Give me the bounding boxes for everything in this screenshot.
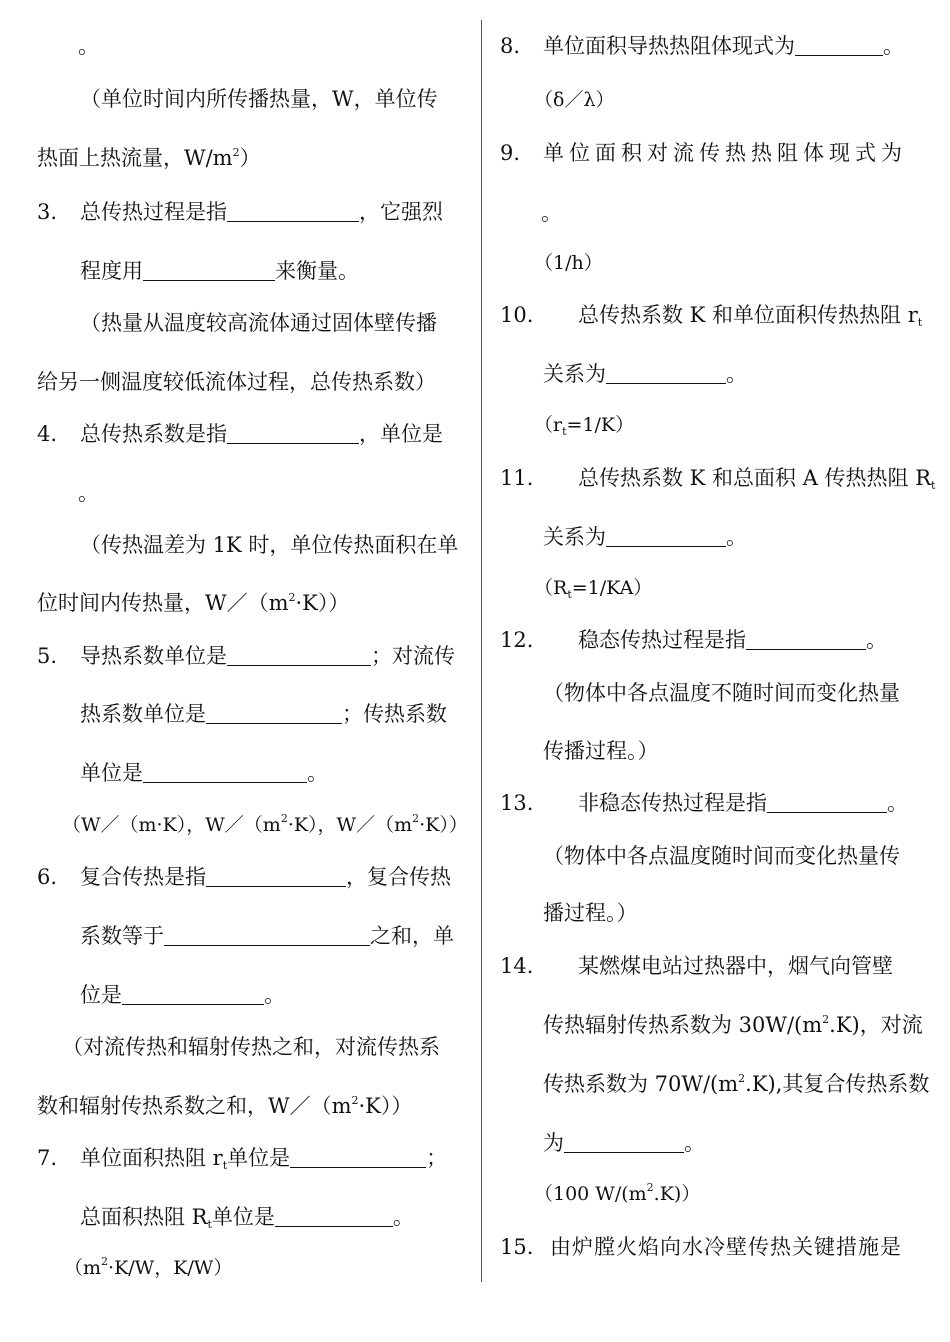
answer-6-line-2: 数和辐射传热系数之和，$W/(m^2\cdot K)$） — [37, 1094, 413, 1118]
question-number-5: 5. — [37, 644, 58, 668]
question-14-line-2: 传热辐射传热系数为 $30W/(m^2.K)$，对流 — [543, 1013, 923, 1037]
question-7-line-1: 单位面积热阻 $r_t$单位是 ； — [80, 1146, 448, 1172]
answer-4-line-1: （传热温差为 1K 时，单位传热面积在单 — [80, 533, 459, 557]
fill-blank[interactable] — [143, 760, 307, 783]
question-13-line-1: 非稳态传热过程是指 。 — [578, 791, 908, 815]
continuation-line: 。 — [78, 34, 99, 58]
question-9-line-1: 单位面积对流传热热阻体现式为 — [543, 141, 907, 165]
fill-blank[interactable] — [227, 421, 359, 444]
fill-blank[interactable] — [290, 1145, 426, 1168]
fill-blank[interactable] — [206, 864, 346, 887]
question-12-line-1: 稳态传热过程是指 。 — [578, 628, 887, 652]
question-number-14: 14. — [500, 954, 534, 978]
question-6-line-2: 系数等于 之和，单 — [80, 924, 454, 948]
answer-13-line-2: 播过程。） — [543, 901, 638, 925]
question-number-12: 12. — [500, 628, 534, 652]
answer-7: （$m^2\cdot K/W$，K/W） — [64, 1255, 233, 1279]
question-number-7: 7. — [37, 1146, 58, 1170]
question-3-line-1: 总传热过程是指 ，它强烈 — [80, 200, 443, 224]
answer-12-line-2: 传播过程。） — [543, 739, 659, 763]
fill-blank[interactable] — [746, 627, 866, 650]
question-number-8: 8. — [500, 34, 521, 58]
question-4-line-1: 总传热系数是指 ，单位是 — [80, 422, 443, 446]
question-number-15: 15. — [500, 1235, 534, 1259]
answer-3-line-2: 给另一侧温度较低流体过程，总传热系数） — [37, 370, 436, 394]
question-14-line-4: 为 。 — [543, 1131, 705, 1155]
fill-blank[interactable] — [227, 199, 359, 222]
question-11-line-2: 关系为 。 — [543, 525, 747, 549]
column-divider — [481, 20, 482, 1282]
question-number-4: 4. — [37, 422, 58, 446]
fill-blank[interactable] — [606, 524, 726, 547]
fill-blank[interactable] — [767, 790, 887, 813]
question-10-line-1: 总传热系数 K 和单位面积传热热阻 $r_t$ — [578, 303, 923, 329]
question-number-3: 3. — [37, 200, 58, 224]
fill-blank[interactable] — [164, 923, 370, 946]
question-number-9: 9. — [500, 141, 521, 165]
question-number-11: 11. — [500, 466, 534, 490]
fill-blank[interactable] — [122, 982, 264, 1005]
question-number-13: 13. — [500, 791, 534, 815]
answer-6-line-1: （对流传热和辐射传热之和，对流传热系 — [62, 1035, 440, 1059]
question-15-line-1: 由炉膛火焰向水冷壁传热关键措施是 — [550, 1235, 902, 1259]
fill-blank[interactable] — [606, 361, 726, 384]
answer-4-line-2: 位时间内传热量，$W/(m^2\cdot K)$） — [37, 591, 350, 615]
answer-9: （1/h） — [534, 252, 603, 274]
fill-blank[interactable] — [795, 33, 883, 56]
question-3-line-2: 程度用 来衡量。 — [80, 259, 359, 283]
answer-2-line-2: 热面上热流量，$W/m^2$） — [37, 146, 261, 170]
question-9-line-2: 。 — [541, 201, 562, 225]
fill-blank[interactable] — [227, 643, 371, 666]
fill-blank[interactable] — [143, 258, 275, 281]
fill-blank[interactable] — [275, 1204, 393, 1227]
question-6-line-3: 位是 。 — [80, 983, 285, 1007]
question-5-line-3: 单位是 。 — [80, 761, 328, 785]
question-6-line-1: 复合传热是指 ，复合传热 — [80, 865, 451, 889]
answer-10: $(r_t=1/K)$ — [534, 414, 635, 438]
answer-3-line-1: （热量从温度较高流体通过固体壁传播 — [80, 311, 437, 335]
fill-blank[interactable] — [206, 701, 342, 724]
question-7-line-2: 总面积热阻 $R_t$单位是 。 — [80, 1205, 414, 1231]
answer-5: （W／（m·K），$W/(m^2\cdot K)$，$W/(m^2\cdot K)$） — [62, 812, 468, 836]
question-5-line-1: 导热系数单位是 ；对流传 — [80, 644, 455, 668]
question-5-line-2: 热系数单位是 ；传热系数 — [80, 702, 447, 726]
question-14-line-3: 传热系数为 $70W/(m^2.K)$,其复合传热系数 — [543, 1072, 930, 1096]
question-10-line-2: 关系为 。 — [543, 362, 747, 386]
question-8-line-1: 单位面积导热热阻体现式为 。 — [543, 34, 904, 58]
answer-8: （δ／λ） — [534, 89, 615, 111]
question-14-line-1: 某燃煤电站过热器中，烟气向管壁 — [578, 954, 893, 978]
question-number-10: 10. — [500, 303, 534, 327]
answer-12-line-1: （物体中各点温度不随时间而变化热量 — [543, 681, 900, 705]
fill-blank[interactable] — [564, 1130, 684, 1153]
answer-14: （100 $W/(m^2.K)$） — [534, 1181, 701, 1205]
question-number-6: 6. — [37, 865, 58, 889]
question-11-line-1: 总传热系数 K 和总面积 A 传热热阻 $R_t$ — [578, 466, 936, 492]
answer-11: $(R_t=1/KA)$ — [534, 577, 653, 601]
answer-13-line-1: （物体中各点温度随时间而变化热量传 — [543, 844, 900, 868]
answer-2-line-1: （单位时间内所传播热量，W，单位传 — [80, 87, 438, 111]
question-4-line-2: 。 — [78, 481, 99, 505]
